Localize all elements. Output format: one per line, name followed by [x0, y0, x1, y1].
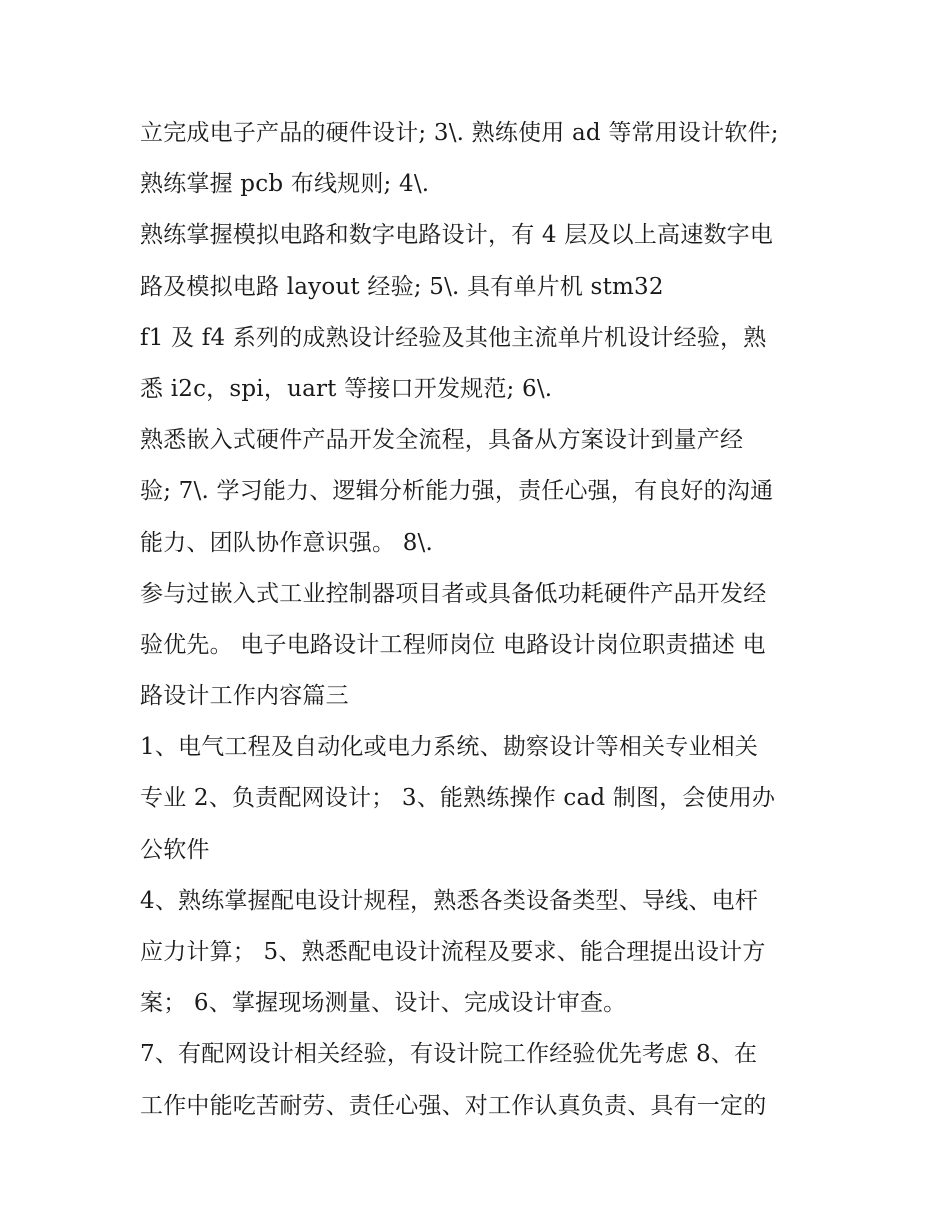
text-line-10: 参与过嵌入式工业控制器项目者或具备低功耗硬件产品开发经	[140, 580, 767, 607]
text-line-9: 能力、团队协作意识强。 8\.	[140, 529, 434, 556]
text-line-4: 路及模拟电路 layout 经验; 5\. 具有单片机 stm32	[140, 273, 664, 300]
text-line-15: 公软件	[140, 836, 210, 863]
text-line-20: 工作中能吃苦耐劳、责任心强、对工作认真负责、具有一定的	[140, 1092, 767, 1119]
text-line-5: f1 及 f4 系列的成熟设计经验及其他主流单片机设计经验，熟	[140, 324, 767, 351]
text-line-18: 案； 6、掌握现场测量、设计、完成设计审查。	[140, 990, 627, 1017]
text-line-6: 悉 i2c，spi，uart 等接口开发规范; 6\.	[140, 375, 553, 402]
text-line-12: 路设计工作内容篇三	[140, 683, 349, 710]
text-line-16: 4、熟练掌握配电设计规程，熟悉各类设备类型、导线、电杆	[140, 887, 759, 914]
text-line-7: 熟悉嵌入式硬件产品开发全流程，具备从方案设计到量产经	[140, 427, 744, 454]
text-line-2: 熟练掌握 pcb 布线规则; 4\.	[140, 171, 430, 198]
text-line-1: 立完成电子产品的硬件设计; 3\. 熟练使用 ad 等常用设计软件;	[140, 120, 779, 146]
text-line-14: 专业 2、负责配网设计； 3、能熟练操作 cad 制图，会使用办	[140, 785, 776, 812]
text-line-17: 应力计算； 5、熟悉配电设计流程及要求、能合理提出设计方	[140, 939, 766, 965]
text-line-13: 1、电气工程及自动化或电力系统、勘察设计等相关专业相关	[140, 734, 759, 761]
text-line-3: 熟练掌握模拟电路和数字电路设计，有 4 层及以上高速数字电	[140, 222, 774, 249]
text-line-19: 7、有配网设计相关经验，有设计院工作经验优先考虑 8、在	[140, 1041, 758, 1068]
text-line-8: 验; 7\. 学习能力、逻辑分析能力强，责任心强，有良好的沟通	[140, 478, 774, 505]
text-line-11: 验优先。 电子电路设计工程师岗位 电路设计岗位职责描述 电	[140, 631, 766, 658]
document-body	[140, 108, 820, 1132]
